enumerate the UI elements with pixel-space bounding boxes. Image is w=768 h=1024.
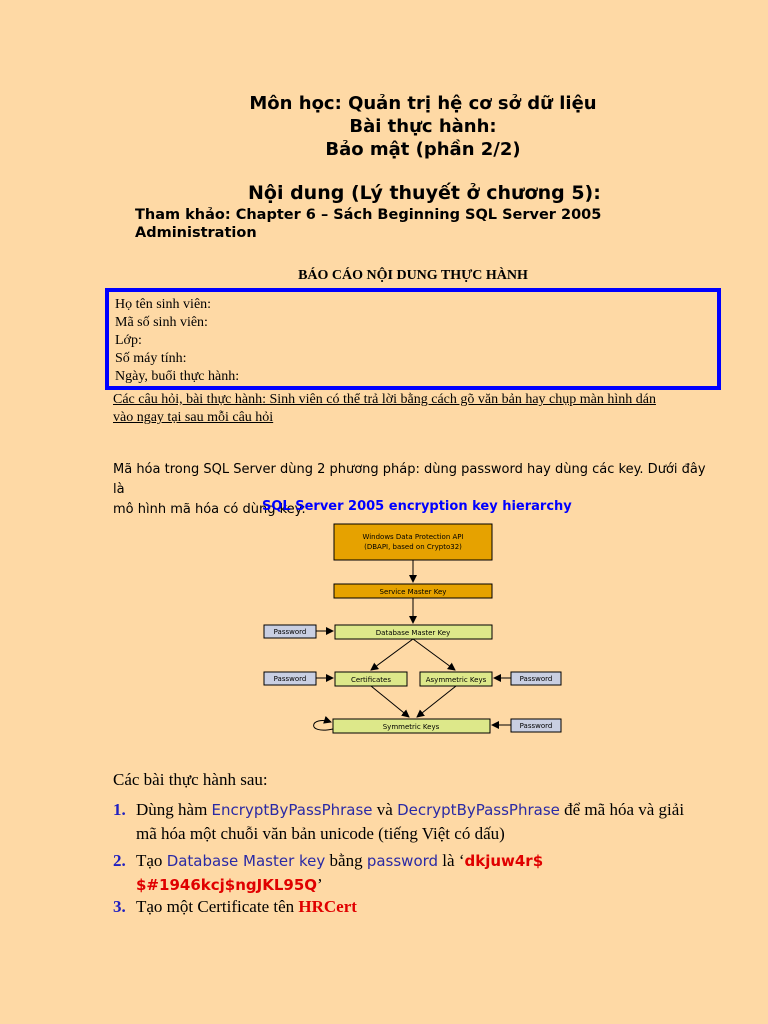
password-value-part-1: dkjuw4r$ bbox=[464, 852, 544, 870]
arrow-asymmetric-to-symmetric bbox=[417, 686, 456, 717]
function-encrypt: EncryptByPassPhrase bbox=[211, 801, 373, 819]
encryption-key-hierarchy-diagram bbox=[255, 517, 565, 739]
lab-topic: Bảo mật (phần 2/2) bbox=[325, 139, 521, 160]
exercise-text: để mã hóa và giải bbox=[559, 800, 685, 819]
course-name: Môn học: Quản trị hệ cơ sở dữ liệu bbox=[249, 93, 597, 114]
content-heading: Nội dung (Lý thuyết ở chương 5): bbox=[248, 182, 601, 204]
exercise-text: Dùng hàm bbox=[136, 800, 212, 819]
reference-line-1: Tham khảo: Chapter 6 – Sách Beginning SQL Server 2005 bbox=[135, 207, 602, 223]
exercise-text: là ‘ bbox=[438, 851, 465, 870]
diagram-title: SQL Server 2005 encryption key hierarchy bbox=[262, 499, 572, 514]
questions-note-line-1: Sinh viên có thể trả lời bằng cách gõ văn bản hay chụp màn hình dán bbox=[269, 392, 656, 407]
arrow-certificates-to-symmetric bbox=[371, 686, 409, 717]
questions-colon: : bbox=[262, 392, 270, 407]
exercise-text: mã hóa một chuỗi văn bản unicode (tiếng Việt có dấu) bbox=[136, 824, 505, 843]
password-label: Password bbox=[273, 628, 307, 636]
certificates-label: Certificates bbox=[350, 676, 392, 684]
encryption-intro-line-2: mô hình mã hóa có dùng key: bbox=[113, 502, 306, 517]
exercise-item-1 bbox=[113, 798, 723, 845]
exercise-item-3 bbox=[113, 895, 723, 918]
arrow-dmk-to-asymmetric bbox=[413, 639, 455, 670]
password-label: Password bbox=[519, 722, 553, 730]
lab-label: Bài thực hành: bbox=[349, 116, 497, 137]
course-title bbox=[0, 92, 768, 161]
student-info-box bbox=[105, 288, 721, 390]
questions-label: Các câu hỏi, bài thực hành bbox=[113, 392, 263, 407]
service-master-key-label: Service Master Key bbox=[379, 588, 447, 596]
database-master-key-label: Database Master Key bbox=[375, 629, 451, 637]
reference bbox=[135, 206, 695, 242]
class-field: Lớp: bbox=[115, 333, 142, 348]
password-label: Password bbox=[273, 675, 307, 683]
exercise-number: 3. bbox=[113, 897, 126, 916]
exercise-text: bằng bbox=[325, 851, 367, 870]
database-master-key-term: Database Master key bbox=[166, 852, 326, 870]
exercise-text: Tạo bbox=[136, 851, 167, 870]
symmetric-self-loop-arrow bbox=[314, 720, 333, 730]
certificate-name: HRCert bbox=[298, 897, 357, 916]
arrow-dmk-to-certificates bbox=[371, 639, 413, 670]
computer-number-field: Số máy tính: bbox=[115, 351, 187, 366]
exercises-intro: Các bài thực hành sau: bbox=[113, 770, 268, 789]
exercise-number: 2. bbox=[113, 851, 126, 870]
password-label: Password bbox=[519, 675, 553, 683]
symmetric-keys-label: Symmetric Keys bbox=[382, 723, 440, 731]
student-name-field: Họ tên sinh viên: bbox=[115, 297, 212, 312]
exercise-text: và bbox=[372, 800, 398, 819]
encryption-intro-line-1: Mã hóa trong SQL Server dùng 2 phương pháp: dùng password hay dùng các key. Dưới đây là bbox=[113, 462, 706, 497]
dpapi-label-1: Windows Data Protection API bbox=[362, 533, 464, 541]
dpapi-label-2: (DBAPI, based on Crypto32) bbox=[364, 543, 462, 551]
password-value-part-2: $#1946kcj$ngJKL95Q bbox=[136, 876, 318, 894]
password-term: password bbox=[366, 852, 439, 870]
exercise-text: ’ bbox=[317, 875, 323, 894]
questions-note-line-2: vào ngay tại sau mỗi câu hỏi bbox=[113, 410, 274, 425]
student-id-field: Mã số sinh viên: bbox=[115, 315, 208, 330]
exercise-text: Tạo một Certificate tên bbox=[136, 897, 299, 916]
asymmetric-keys-label: Asymmetric Keys bbox=[425, 676, 487, 684]
questions-note bbox=[113, 391, 713, 427]
exercise-item-2 bbox=[113, 849, 723, 897]
reference-line-2: Administration bbox=[135, 225, 257, 241]
report-title: BÁO CÁO NỘI DUNG THỰC HÀNH bbox=[298, 268, 528, 283]
exercise-number: 1. bbox=[113, 800, 126, 819]
lab-date-field: Ngày, buổi thực hành: bbox=[115, 369, 240, 384]
dpapi-box bbox=[334, 524, 492, 560]
function-decrypt: DecryptByPassPhrase bbox=[397, 801, 560, 819]
